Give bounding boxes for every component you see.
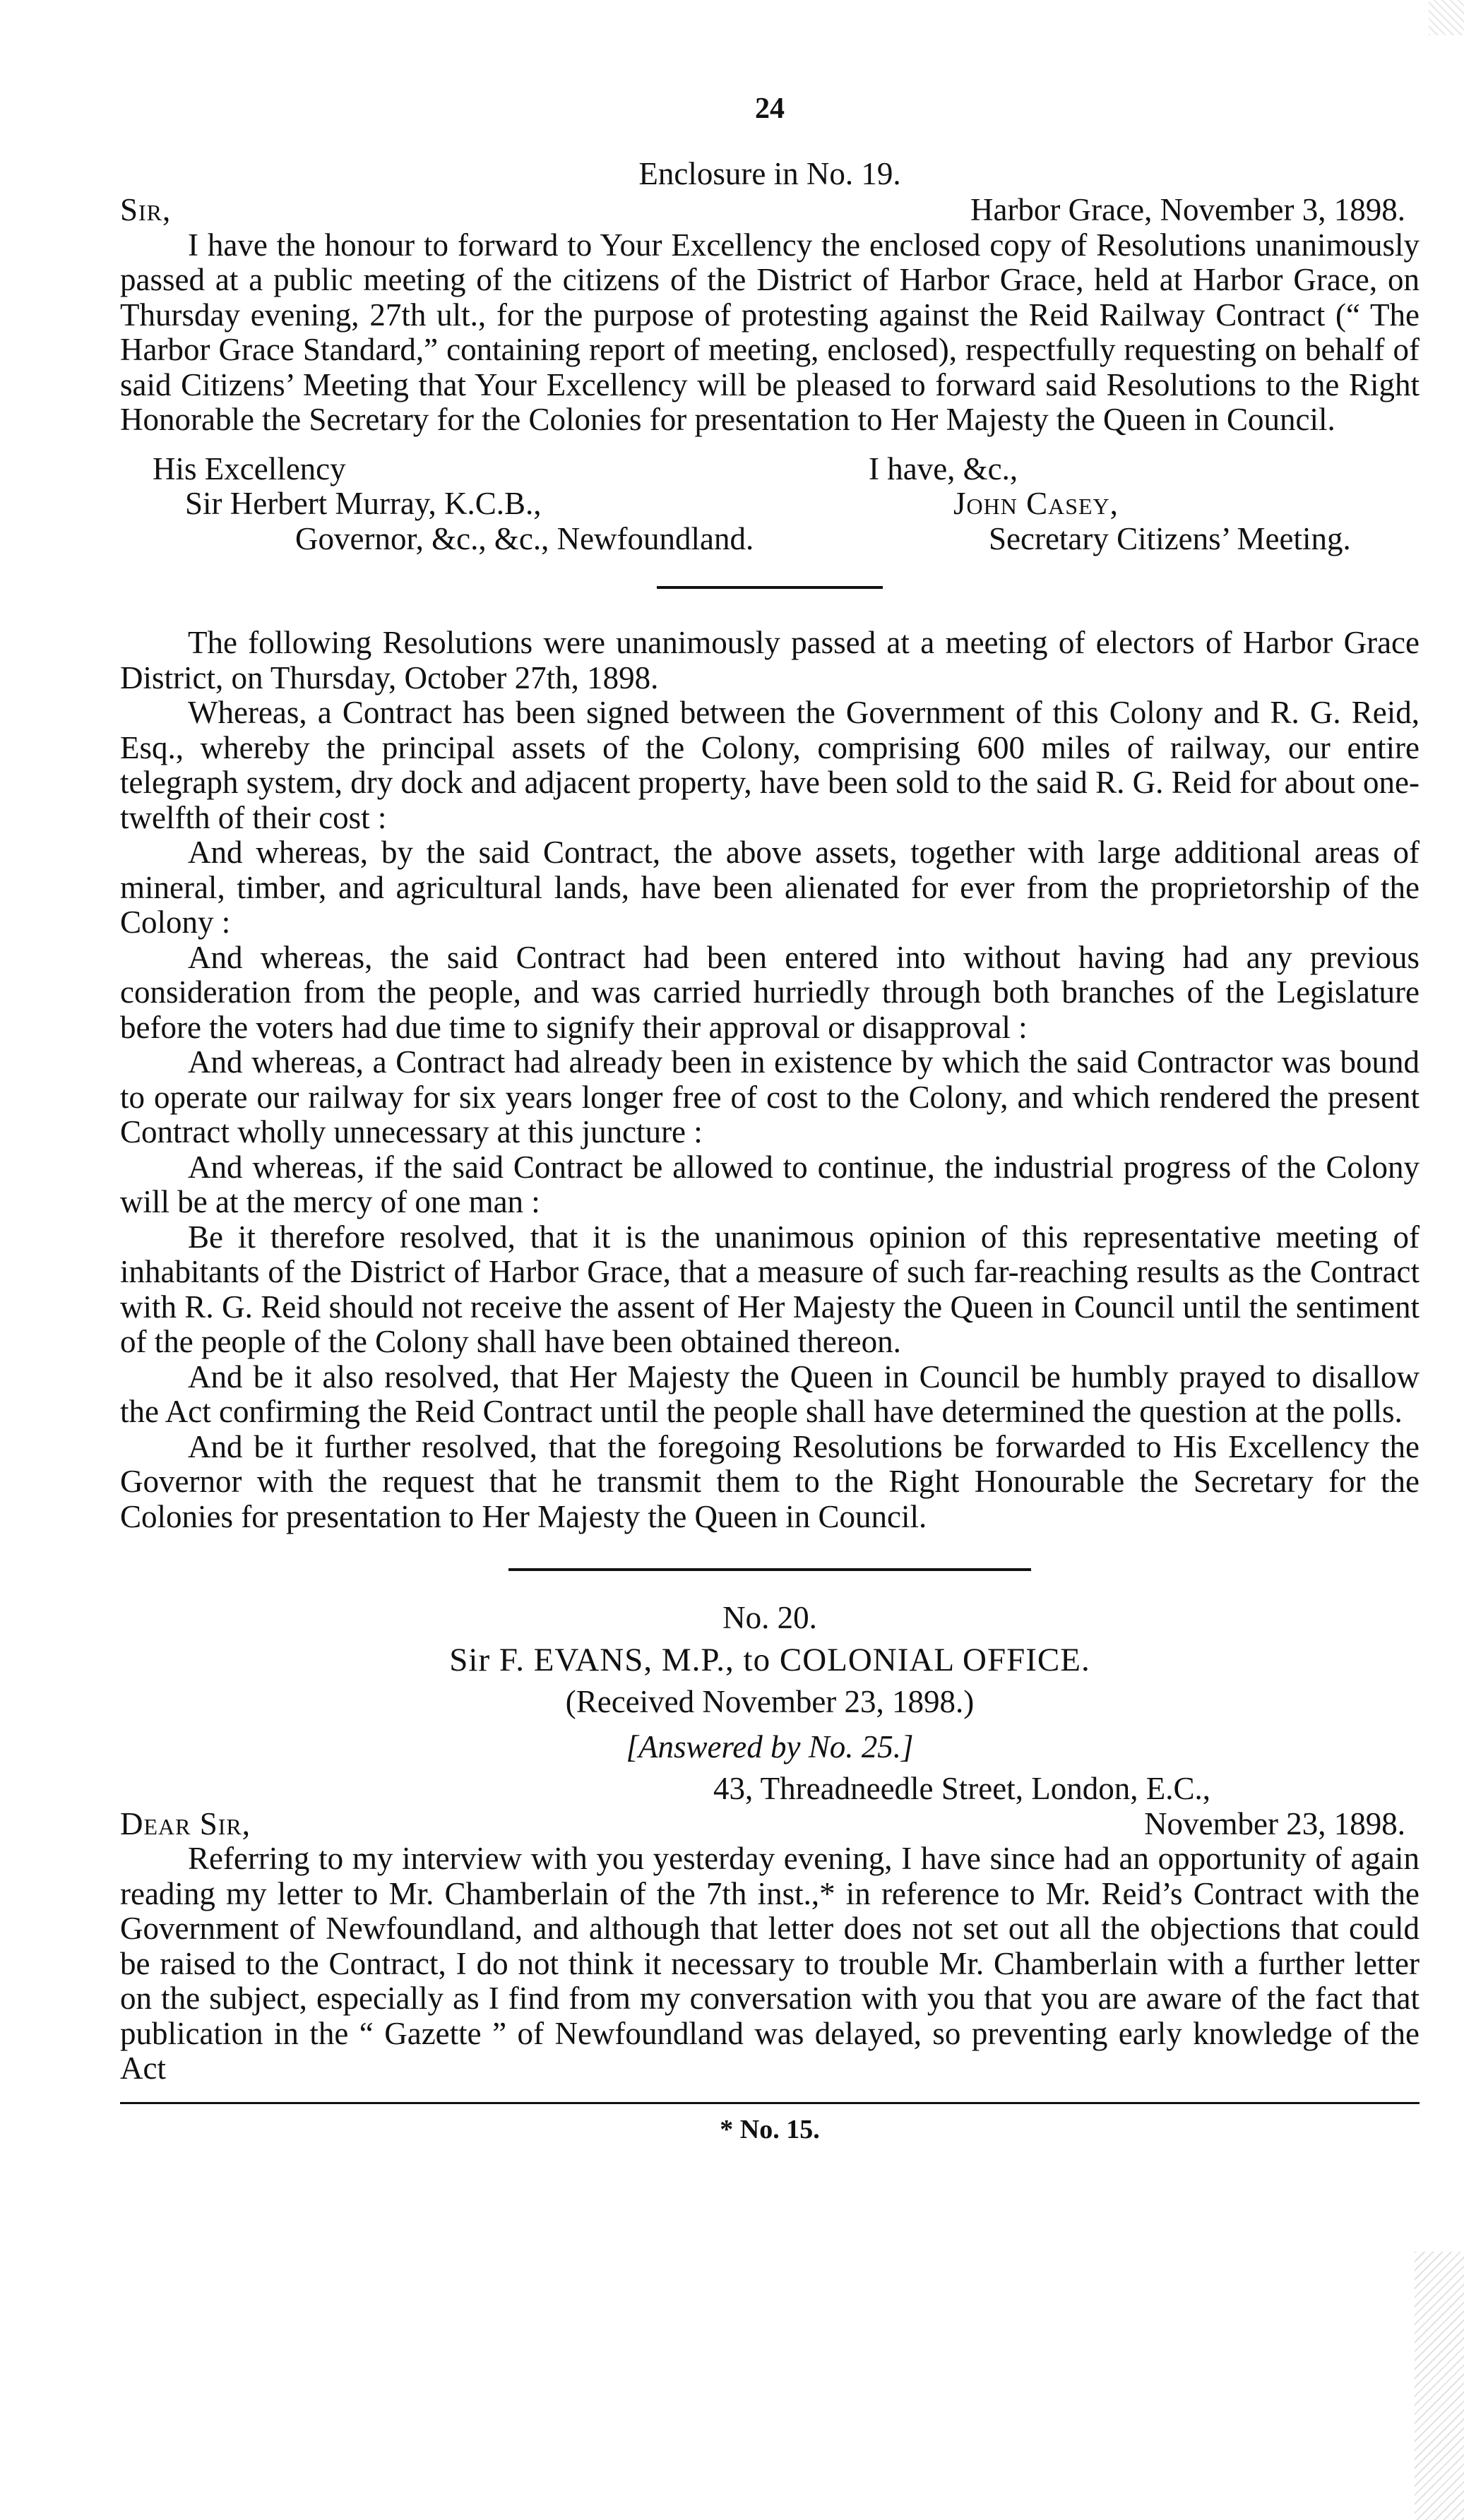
letter-body: I have the honour to forward to Your Excellency the enclosed copy of Resolutions unanimously passed at a public meeting of the citizens of the District of Harbor Grace, held at Harbor Grace, on Thursday evening, 27th ult., for the purpose of protesting against the Reid Railway Contract (“ The Harbor Grace Standard,” containing report of meeting, enclosed), respectfully requesting on behalf of said Citizens’ Meeting that Your Excellency will be pleased to forward said Resolutions to the Right Honorable the Secretary for the Colonies for presentation to Her Majesty the Queen in Council.	[120, 227, 1420, 437]
resolution-paragraph: And whereas, a Contract had already been in existence by which the said Contractor was bound to operate our railway for six years longer free of cost to the Colony, and which rendered the present Contract wholly unnecessary at this juncture :	[120, 1044, 1420, 1149]
sender-address: 43, Threadneedle Street, London, E.C.,	[713, 1771, 1210, 1806]
salutation: Dear Sir,	[120, 1805, 251, 1841]
signer-name: John Casey,	[953, 486, 1119, 521]
resolutions-intro: The following Resolutions were unanimously passed at a meeting of electors of Harbor Grace District, on Thursday, October 27th, 1898.	[120, 625, 1420, 695]
section-divider	[508, 1568, 1031, 1571]
footnote: * No. 15.	[720, 2114, 820, 2144]
resolution-paragraph: And whereas, by the said Contract, the above assets, together with large additional areas of mineral, timber, and agricultural lands, have been alienated for ever from the proprietorship of the Colony :	[120, 835, 1420, 940]
scan-noise-edge	[1415, 2252, 1464, 2520]
addressee-block	[120, 452, 754, 557]
section-divider	[657, 586, 883, 589]
addressee-line: Sir Herbert Murray, K.C.B.,	[185, 486, 542, 521]
place-date: Harbor Grace, November 3, 1898.	[970, 192, 1405, 227]
resolution-paragraph: And be it further resolved, that the foregoing Resolutions be forwarded to His Excellency the Governor with the request that he transmit them to the Right Honourable the Secretary for the Colonies for presentation to Her Majesty the Queen in Council.	[120, 1428, 1420, 1534]
resolutions	[120, 626, 1420, 1534]
received-date: (Received November 23, 1898.)	[565, 1684, 975, 1719]
letter-header	[120, 1807, 1420, 1842]
signature-block	[120, 452, 1420, 557]
resolution-paragraph: Be it therefore resolved, that it is the unanimous opinion of this representative meeting of inhabitants of the District of Harbor Grace, that a measure of such far-reaching results as the Contract with R. G. Reid should not receive the assent of Her Majesty the Queen in Council until the sentiment of the people of the Colony shall have been obtained thereon.	[120, 1219, 1420, 1359]
salutation: Sir,	[120, 192, 172, 227]
resolution-paragraph: Whereas, a Contract has been signed between the Government of this Colony and R. G. Reid, Esq., whereby the principal assets of the Colony, comprising 600 miles of railway, our entire telegraph system, dry dock and adjacent property, have been sold to the said R. G. Reid for about one-twelfth of their cost :	[120, 695, 1420, 835]
resolution-paragraph: And whereas, the said Contract had been entered into without having had any previous consideration from the people, and was carried hurriedly through both branches of the Legislature before the voters had due time to signify their approval or disapproval :	[120, 939, 1420, 1045]
answered-note: [Answered by No. 25.]	[626, 1728, 914, 1764]
letter-header	[120, 193, 1420, 228]
addressee-line: His Excellency	[153, 450, 346, 486]
scan-noise-top	[1429, 0, 1464, 35]
closing: I have, &c.,	[869, 450, 1018, 486]
footnote-rule	[120, 2102, 1420, 2104]
letter-date: November 23, 1898.	[1144, 1805, 1405, 1841]
letter-body: Referring to my interview with you yesterday evening, I have since had an opportunity of again reading my letter to Mr. Chamberlain of the 7th inst.,* in reference to Mr. Reid’s Contract with the Government of Newfoundland, and although that letter does not set out all the objections that could be raised to the Contract, I do not think it necessary to trouble Mr. Chamberlain with a further letter on the subject, especially as I find from my conversation with you that you are aware of the fact that publication in the “ Gazette ” of Newfoundland was delayed, so preventing early knowledge of the Act	[120, 1841, 1420, 2086]
enclosure-title: Enclosure in No. 19.	[638, 155, 901, 191]
page-number: 24	[755, 92, 785, 125]
document-heading: Sir F. EVANS, M.P., to COLONIAL OFFICE.	[449, 1641, 1090, 1678]
addressee-line: Governor, &c., &c., Newfoundland.	[295, 520, 754, 556]
document-number: No. 20.	[722, 1600, 817, 1635]
sender-block	[869, 452, 1420, 557]
resolution-paragraph: And be it also resolved, that Her Majesty the Queen in Council be humbly prayed to disallow the Act confirming the Reid Contract until the people shall have determined the question at the polls.	[120, 1358, 1420, 1429]
document-page	[120, 85, 1420, 2147]
resolution-paragraph: And whereas, if the said Contract be allowed to continue, the industrial progress of the Colony will be at the mercy of one man :	[120, 1149, 1420, 1219]
signer-title: Secretary Citizens’ Meeting.	[989, 520, 1351, 556]
